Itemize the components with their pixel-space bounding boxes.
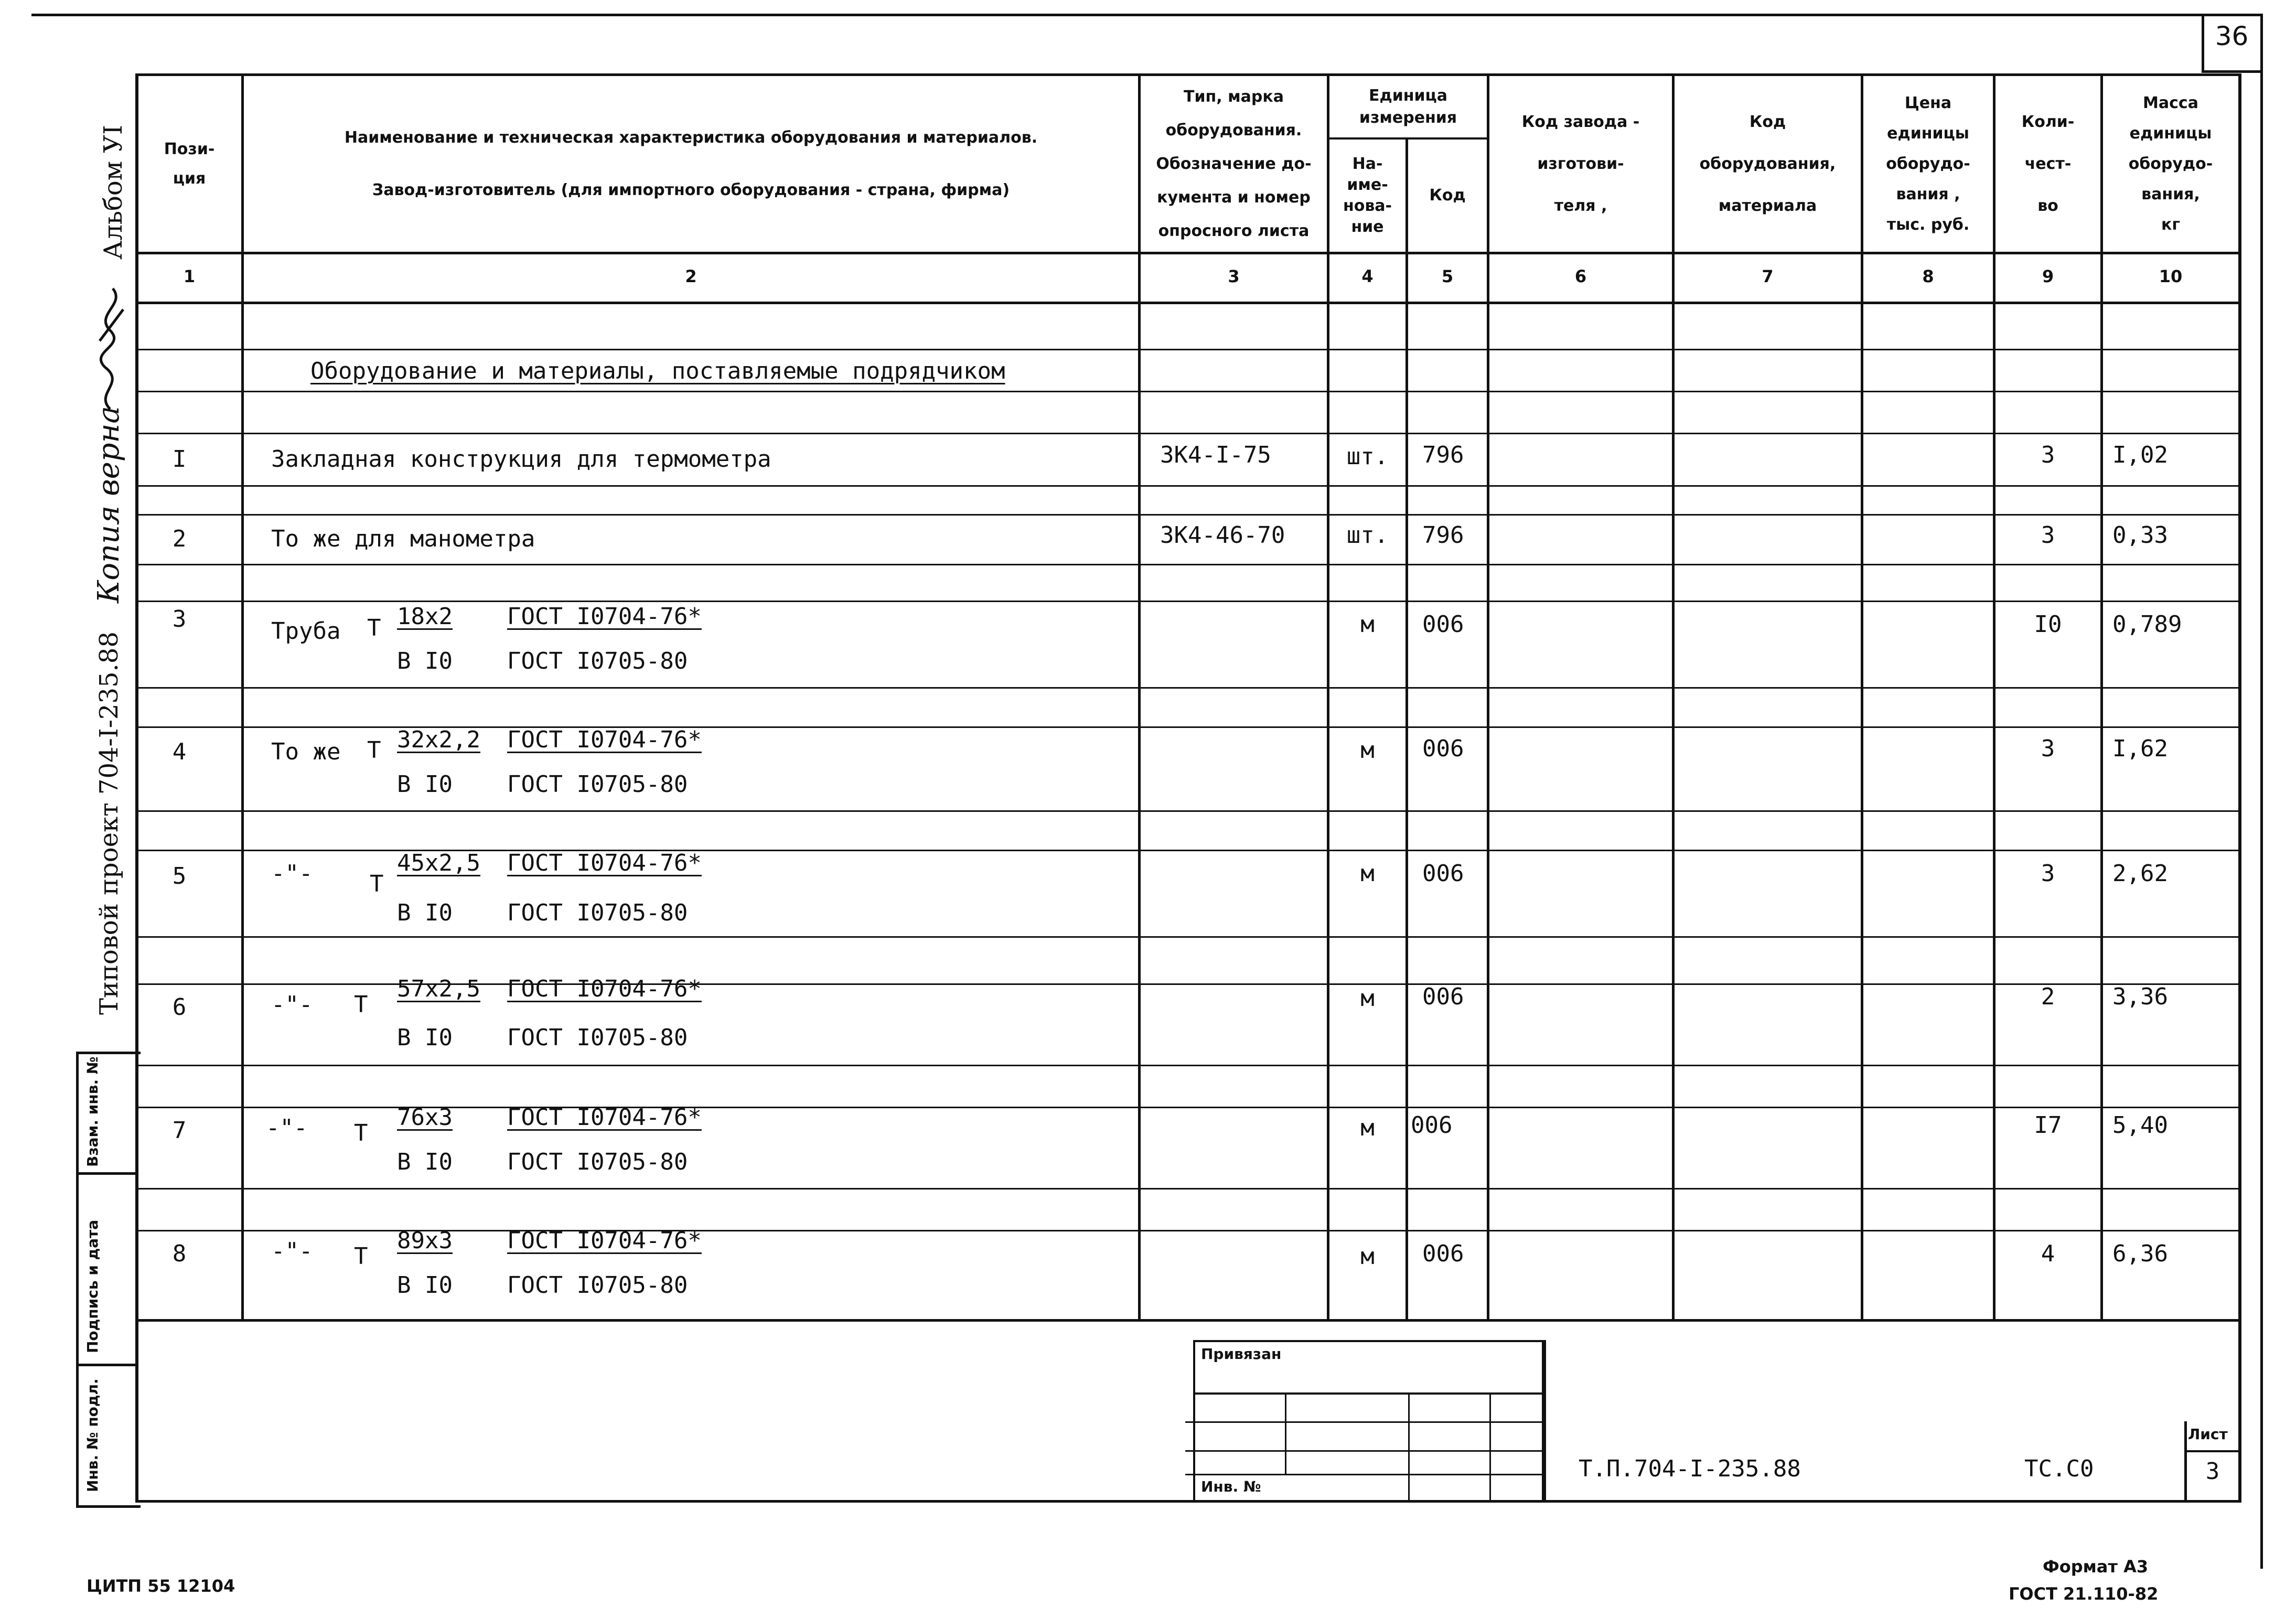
stamp-doc-code: Т.П.704-I-235.88: [1579, 1455, 1801, 1482]
row4-pos: 4: [172, 738, 187, 765]
row4-t: Т: [367, 737, 381, 764]
row1-code: 796: [1422, 442, 1464, 468]
row3-prefix: Труба: [271, 618, 341, 645]
row4-qty: 3: [2041, 735, 2055, 762]
row4-gost-top: ГОСТ I0704-76*: [507, 726, 702, 753]
row6-qty: 2: [2041, 983, 2055, 1010]
row1-pos: I: [172, 446, 187, 473]
row7-prefix: -"-: [266, 1115, 308, 1141]
row3-unit: м: [1360, 611, 1375, 638]
row4-code: 006: [1422, 735, 1464, 762]
row6-b: В I0: [397, 1024, 453, 1051]
row1-qty: 3: [2041, 442, 2055, 468]
side-album: Альбом УI: [99, 124, 128, 260]
row4-b: В I0: [397, 771, 453, 798]
footer-gost: ГОСТ 21.110-82: [2009, 1584, 2159, 1604]
row2-pos: 2: [172, 526, 187, 552]
row6-gost-top: ГОСТ I0704-76*: [507, 976, 702, 1002]
row3-b: В I0: [397, 648, 453, 674]
row8-qty: 4: [2041, 1240, 2055, 1267]
row2-code: 796: [1422, 522, 1464, 549]
header-name: Наименование и техническая характеристика оборудования и материалов. Завод-изготовитель (для импортного оборудования - страна, фирма): [344, 128, 1038, 199]
side-label-inventory: Инв. № подл.: [84, 1378, 101, 1492]
row3-t: Т: [367, 615, 381, 641]
header-price: Цена единицы оборудо- вания , тыс. руб.: [1886, 93, 1970, 234]
row8-prefix: -"-: [271, 1238, 313, 1265]
footer-format: Формат А3: [2043, 1557, 2149, 1577]
col-num-6: 6: [1574, 266, 1587, 286]
col-num-4: 4: [1361, 266, 1374, 286]
side-copy-text: Копия верна: [92, 406, 126, 603]
row8-t: Т: [354, 1243, 368, 1270]
row8-mass: 6,36: [2112, 1240, 2168, 1267]
row1-unit: шт.: [1346, 443, 1389, 470]
row2-type: 3К4-46-70: [1160, 522, 1285, 549]
col-num-7: 7: [1762, 266, 1774, 286]
header-unit-name: На- име- нова- ние: [1343, 155, 1392, 236]
row8-size: 89х3: [397, 1227, 453, 1254]
row1-type: 3К4-I-75: [1160, 442, 1271, 468]
row8-pos: 8: [172, 1240, 187, 1267]
row5-b: В I0: [397, 899, 453, 926]
row7-mass: 5,40: [2112, 1112, 2168, 1139]
row1-name: Закладная конструкция для термометра: [271, 446, 771, 473]
row6-size: 57х2,5: [397, 976, 480, 1002]
row5-t: Т: [370, 871, 384, 897]
row7-t: Т: [354, 1120, 368, 1146]
row4-mass: I,62: [2112, 735, 2168, 762]
header-position: Пози- ция: [164, 140, 215, 188]
row3-size: 18х2: [397, 603, 453, 630]
col-num-2: 2: [685, 266, 697, 286]
row7-code: 006: [1411, 1112, 1453, 1139]
row5-size: 45х2,5: [397, 850, 480, 876]
row6-gost-bottom: ГОСТ I0705-80: [507, 1024, 688, 1051]
header-type: Тип, марка оборудования. Обозначение до- кумента и номер опросного листа: [1156, 87, 1312, 240]
col-num-3: 3: [1228, 266, 1240, 286]
row2-mass: 0,33: [2112, 522, 2168, 549]
row4-prefix: То же: [271, 738, 341, 765]
header-unit-code: Код: [1429, 186, 1466, 205]
stamp-sheet-label: Лист: [2188, 1426, 2228, 1443]
row5-unit: м: [1360, 860, 1375, 887]
row4-unit: м: [1360, 737, 1375, 764]
row4-size: 32х2,2: [397, 726, 480, 753]
row1-mass: I,02: [2112, 442, 2168, 468]
row3-pos: 3: [172, 606, 187, 633]
row5-pos: 5: [172, 863, 187, 890]
row6-code: 006: [1422, 983, 1464, 1010]
header-unit-group: Единица измерения: [1359, 86, 1457, 127]
row3-code: 006: [1422, 611, 1464, 638]
row4-gost-bottom: ГОСТ I0705-80: [507, 771, 688, 798]
row7-b: В I0: [397, 1149, 453, 1175]
col-num-9: 9: [2042, 266, 2054, 286]
row3-gost-bottom: ГОСТ I0705-80: [507, 648, 688, 674]
row2-qty: 3: [2041, 522, 2055, 549]
row7-gost-top: ГОСТ I0704-76*: [507, 1104, 702, 1131]
signature-mark: [89, 278, 131, 414]
header-quantity: Коли- чест- во: [2021, 112, 2075, 215]
row2-name: То же для манометра: [271, 526, 535, 552]
header-maker-code: Код завода - изготови- теля ,: [1521, 112, 1640, 215]
col-num-8: 8: [1922, 266, 1934, 286]
header-mass: Масса единицы оборудо- вания, кг: [2128, 93, 2213, 234]
side-label-replace: Взам. инв. №: [84, 1056, 101, 1167]
row7-size: 76х3: [397, 1104, 453, 1131]
row7-unit: м: [1360, 1115, 1375, 1141]
row6-t: Т: [354, 991, 368, 1018]
row8-b: В I0: [397, 1272, 453, 1299]
row5-code: 006: [1422, 860, 1464, 887]
footer-left: ЦИТП 55 12104: [87, 1576, 235, 1596]
row8-gost-top: ГОСТ I0704-76*: [507, 1227, 702, 1254]
row2-unit: шт.: [1346, 522, 1389, 549]
header-material-code: Код оборудования, материала: [1699, 112, 1836, 215]
page-number: 36: [2215, 21, 2249, 51]
col-num-5: 5: [1441, 266, 1454, 286]
row6-unit: м: [1360, 985, 1375, 1012]
row5-gost-top: ГОСТ I0704-76*: [507, 850, 702, 876]
col-num-10: 10: [2159, 266, 2183, 286]
stamp-sheet-no: 3: [2205, 1458, 2220, 1485]
stamp-mark: ТС.С0: [2024, 1455, 2094, 1482]
row7-pos: 7: [172, 1117, 187, 1144]
row7-qty: I7: [2034, 1112, 2062, 1139]
row3-gost-top: ГОСТ I0704-76*: [507, 603, 702, 630]
row3-qty: I0: [2034, 611, 2062, 638]
row6-pos: 6: [172, 994, 187, 1021]
row6-prefix: -"-: [271, 991, 313, 1018]
row6-mass: 3,36: [2112, 983, 2168, 1010]
col-num-1: 1: [183, 266, 196, 286]
row5-gost-bottom: ГОСТ I0705-80: [507, 899, 688, 926]
side-label-signature: Подпись и дата: [84, 1219, 101, 1353]
stamp-inv-label: Инв. №: [1201, 1478, 1261, 1495]
row5-mass: 2,62: [2112, 860, 2168, 887]
row5-prefix: -"-: [271, 860, 313, 887]
stamp-bound-label: Привязан: [1201, 1345, 1282, 1363]
row8-gost-bottom: ГОСТ I0705-80: [507, 1272, 688, 1299]
section-title: Оборудование и материалы, поставляемые подрядчиком: [310, 358, 1005, 384]
row5-qty: 3: [2041, 860, 2055, 887]
row8-unit: м: [1360, 1243, 1375, 1270]
row7-gost-bottom: ГОСТ I0705-80: [507, 1149, 688, 1175]
row3-mass: 0,789: [2112, 611, 2182, 638]
side-project: Типовой проект 704-I-235.88: [94, 631, 124, 1015]
row8-code: 006: [1422, 1240, 1464, 1267]
